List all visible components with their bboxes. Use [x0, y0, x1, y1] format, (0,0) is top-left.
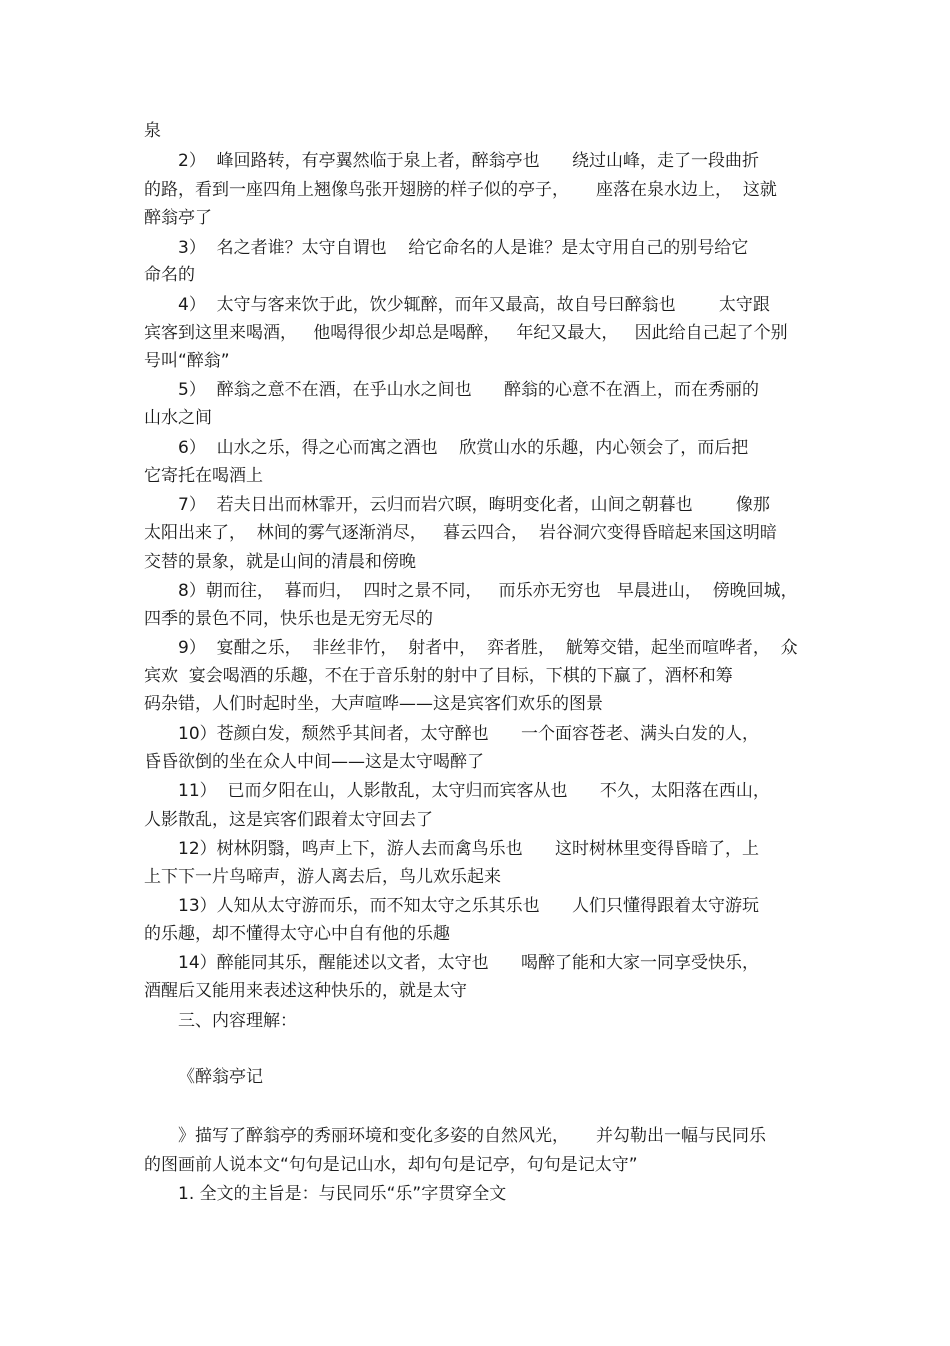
text-line: 7） 若夫日出而林霏开，云归而岩穴暝，晦明变化者，山间之朝暮也 像那: [178, 495, 770, 515]
text-line: 3） 名之者谁？太守自谓也 给它命名的人是谁？是太守用自己的别号给它: [178, 238, 749, 258]
text-line: 四季的景色不同，快乐也是无穷无尽的: [144, 609, 433, 629]
text-line: 8）朝而往， 暮而归， 四时之景不同， 而乐亦无穷也 早晨进山， 傍晚回城，: [178, 581, 798, 601]
text-line: 12）树林阴翳，鸣声上下，游人去而禽鸟乐也 这时树林里变得昏暗了，上: [178, 839, 760, 859]
text-line: 5） 醉翁之意不在酒，在乎山水之间也 醉翁的心意不在酒上，而在秀丽的: [178, 380, 760, 400]
text-line: 《醉翁亭记: [178, 1067, 263, 1087]
text-line: 9） 宴酣之乐， 非丝非竹， 射者中， 弈者胜， 觥筹交错，起坐而喧哗者， 众: [178, 638, 798, 658]
text-line: 码杂错，人们时起时坐，大声喧哗——这是宾客们欢乐的图景: [144, 694, 603, 714]
text-line: 的乐趣，却不懂得太守心中自有他的乐趣: [144, 924, 450, 944]
text-line: 宾客到这里来喝酒， 他喝得很少却总是喝醉， 年纪又最大， 因此给自己起了个别: [144, 323, 788, 343]
text-line: 它寄托在喝酒上: [144, 466, 263, 486]
text-line: 》描写了醉翁亭的秀丽环境和变化多姿的自然风光， 并勾勒出一幅与民同乐: [178, 1126, 767, 1146]
text-line: 昏昏欲倒的坐在众人中间——这是太守喝醉了: [144, 752, 484, 772]
text-line: 山水之间: [144, 408, 212, 428]
text-line: 的图画前人说本文“句句是记山水，却句句是记亭，句句是记太守”: [144, 1155, 638, 1175]
text-line: 2） 峰回路转，有亭翼然临于泉上者，醉翁亭也 绕过山峰，走了一段曲折: [178, 151, 760, 171]
text-line: 宾欢 宴会喝酒的乐趣，不在于音乐射的射中了目标，下棋的下赢了，酒杯和筹: [144, 666, 733, 686]
text-line: 泉: [144, 121, 161, 141]
text-line: 太阳出来了， 林间的雾气逐渐消尽， 暮云四合， 岩谷洞穴变得昏暗起来国这明暗: [144, 523, 777, 543]
text-line: 6） 山水之乐，得之心而寓之酒也 欣赏山水的乐趣，内心领会了，而后把: [178, 438, 749, 458]
text-line: 10）苍颜白发，颓然乎其间者，太守醉也 一个面容苍老、满头白发的人，: [178, 724, 760, 744]
text-line: 人影散乱，这是宾客们跟着太守回去了: [144, 810, 433, 830]
text-line: 上下下一片鸟啼声，游人离去后，鸟儿欢乐起来: [144, 867, 501, 887]
text-line: 酒醒后又能用来表述这种快乐的，就是太守: [144, 981, 467, 1001]
text-line: 交替的景象，就是山间的清晨和傍晚: [144, 552, 416, 572]
text-line: 13）人知从太守游而乐，而不知太守之乐其乐也 人们只懂得跟着太守游玩: [178, 896, 760, 916]
text-line: 醉翁亭了: [144, 208, 212, 228]
section-heading: 三、内容理解：: [178, 1011, 297, 1031]
text-line: 号叫“醉翁”: [144, 351, 230, 371]
text-line: 1. 全文的主旨是：与民同乐“乐”字贯穿全文: [178, 1184, 507, 1204]
text-line: 4） 太守与客来饮于此，饮少辄醉，而年又最高，故自号曰醉翁也 太守跟: [178, 295, 770, 315]
text-line: 命名的: [144, 265, 195, 285]
text-line: 的路，看到一座四角上翘像鸟张开翅膀的样子似的亭子， 座落在泉水边上， 这就: [144, 180, 777, 200]
text-line: 11） 已而夕阳在山，人影散乱，太守归而宾客从也 不久，太阳落在西山，: [178, 781, 770, 801]
text-line: 14）醉能同其乐，醒能述以文者，太守也 喝醉了能和大家一同享受快乐，: [178, 953, 760, 973]
